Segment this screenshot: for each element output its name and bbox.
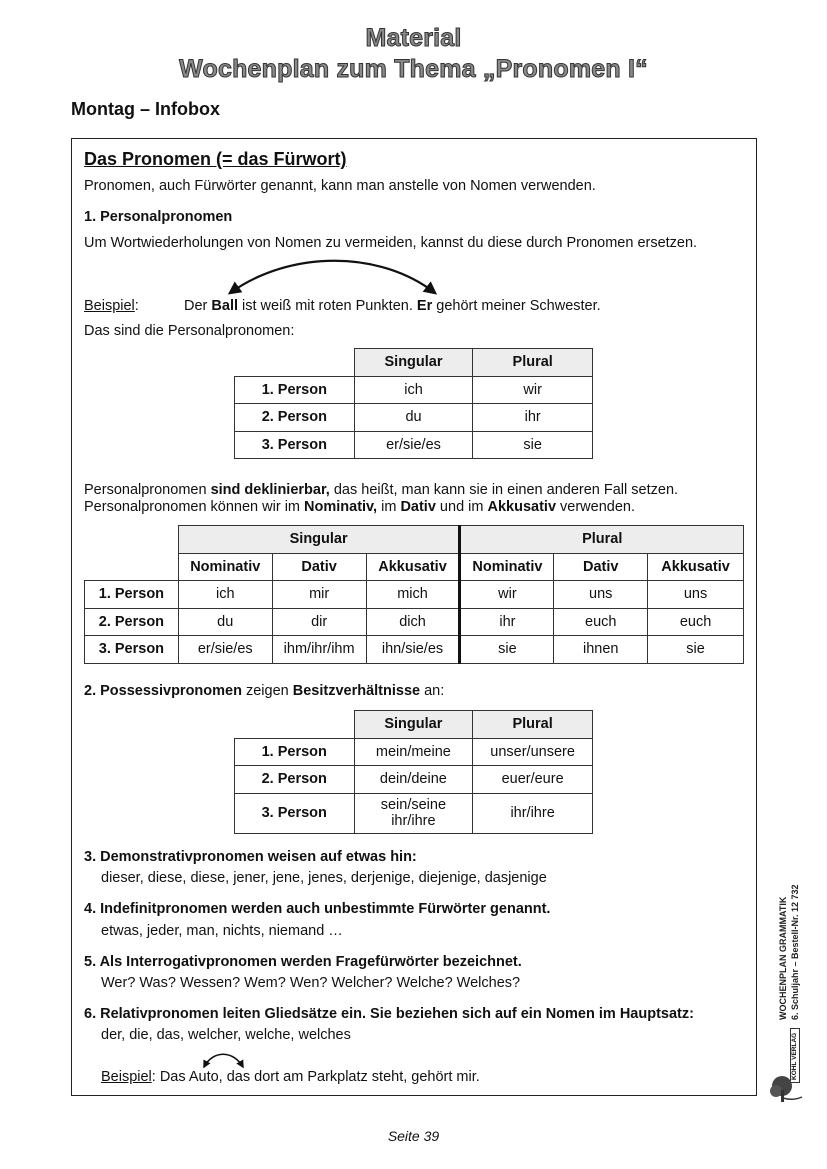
declension-text-2: Personalpronomen können wir im Nominativ, im Dativ und im Akkusativ verwenden.	[84, 499, 636, 515]
table-row: 1. Person ich wir	[235, 376, 593, 404]
table-row: 2. Person dein/deine euer/eure	[235, 766, 593, 794]
word-er: Er	[416, 298, 433, 314]
table-row: 2. Person du ihr	[235, 404, 593, 432]
interrogative-examples: Wer? Was? Wessen? Wem? Wen? Welcher? Welche? Welches?	[101, 975, 521, 991]
personal-list-intro: Das sind die Personalpronomen:	[84, 323, 295, 339]
table-row: 1. Person mein/meine unser/unsere	[235, 738, 593, 766]
demonstrative-examples: dieser, diese, diese, jener, jene, jenes, derjenige, diejenige, dasjenige	[101, 870, 547, 886]
page-number: Seite 39	[387, 1128, 440, 1144]
col-singular: Singular	[354, 349, 473, 377]
tree-icon	[768, 1072, 806, 1104]
group-plural: Plural	[460, 526, 744, 554]
case-table: Singular Plural Nominativ Dativ Akkusativ Nominativ Dativ Akkusativ 1. Person ich mir mich wir uns uns 2. Person du dir dich ihr euch euch 3. Person er/sie/es ihm/ihr/ihm ihn/sie/es sie ihnen sie	[84, 525, 744, 664]
section-title: Montag – Infobox	[71, 99, 220, 119]
relative-heading: 6. Relativpronomen leiten Gliedsätze ein. Sie beziehen sich auf ein Nomen im Hauptsatz:	[84, 1006, 694, 1022]
publisher-name: KOHL VERLAG	[791, 1032, 798, 1080]
sidebar-title: WOCHENPLAN GRAMMATIK	[778, 896, 788, 1020]
intro-text: Pronomen, auch Fürwörter genannt, kann man anstelle von Nomen verwenden.	[84, 178, 596, 194]
example-sentence: Der Ball ist weiß mit roten Punkten. Er gehört meiner Schwester.	[184, 298, 601, 314]
possessive-heading: 2. Possessivpronomen zeigen Besitzverhältnisse an:	[84, 683, 445, 699]
table-row: 2. Person du dir dich ihr euch euch	[85, 608, 744, 636]
personal-pronoun-table	[234, 348, 593, 459]
example-row: Beispiel:	[84, 298, 139, 314]
example-label: Beispiel	[84, 298, 135, 314]
interrogative-heading: 5. Als Interrogativpronomen werden Fragefürwörter bezeichnet.	[84, 954, 522, 970]
table-row: 1. Person ich mir mich wir uns uns	[85, 581, 744, 609]
infobox-title: Das Pronomen (= das Fürwort)	[84, 149, 347, 169]
personal-text: Um Wortwiederholungen von Nomen zu vermeiden, kannst du diese durch Pronomen ersetzen.	[84, 235, 698, 251]
relative-example-label: Beispiel	[101, 1069, 152, 1085]
arrow-ball-er	[220, 255, 450, 300]
personal-heading: 1. Personalpronomen	[84, 209, 233, 225]
possessive-pronoun-table: Singular Plural 1. Person mein/meine unser/unsere 2. Person dein/deine euer/eure 3. Person sein/seine ihr/ihre ihr/ihre	[234, 710, 593, 834]
group-singular: Singular	[178, 526, 460, 554]
demonstrative-heading: 3. Demonstrativpronomen weisen auf etwas hin:	[84, 849, 417, 865]
table-row: 3. Person er/sie/es sie	[235, 431, 593, 459]
header-line-2: Wochenplan zum Thema „Pronomen I“	[179, 55, 648, 83]
table-row: 3. Person sein/seine ihr/ihre ihr/ihre	[235, 793, 593, 833]
relative-example-row: Beispiel: Das Auto, das dort am Parkplatz steht, gehört mir.	[101, 1069, 480, 1085]
word-ball: Ball	[211, 298, 238, 314]
publisher-logo	[768, 1028, 806, 1104]
arrow-auto-das	[198, 1050, 250, 1070]
header-line-1: Material	[365, 24, 462, 52]
sidebar-order-info: 6. Schuljahr – Bestell-Nr. 12 732	[790, 884, 800, 1020]
table-row: 3. Person er/sie/es ihm/ihr/ihm ihn/sie/es sie ihnen sie	[85, 636, 744, 664]
relative-examples: der, die, das, welcher, welche, welches	[101, 1027, 351, 1043]
indefinite-heading: 4. Indefinitpronomen werden auch unbestimmte Fürwörter genannt.	[84, 901, 551, 917]
indefinite-examples: etwas, jeder, man, nichts, niemand …	[101, 923, 343, 939]
sidebar	[764, 850, 810, 1025]
col-plural: Plural	[473, 349, 593, 377]
declension-text-1: Personalpronomen sind deklinierbar, das heißt, man kann sie in einen anderen Fall setzen.	[84, 482, 679, 498]
